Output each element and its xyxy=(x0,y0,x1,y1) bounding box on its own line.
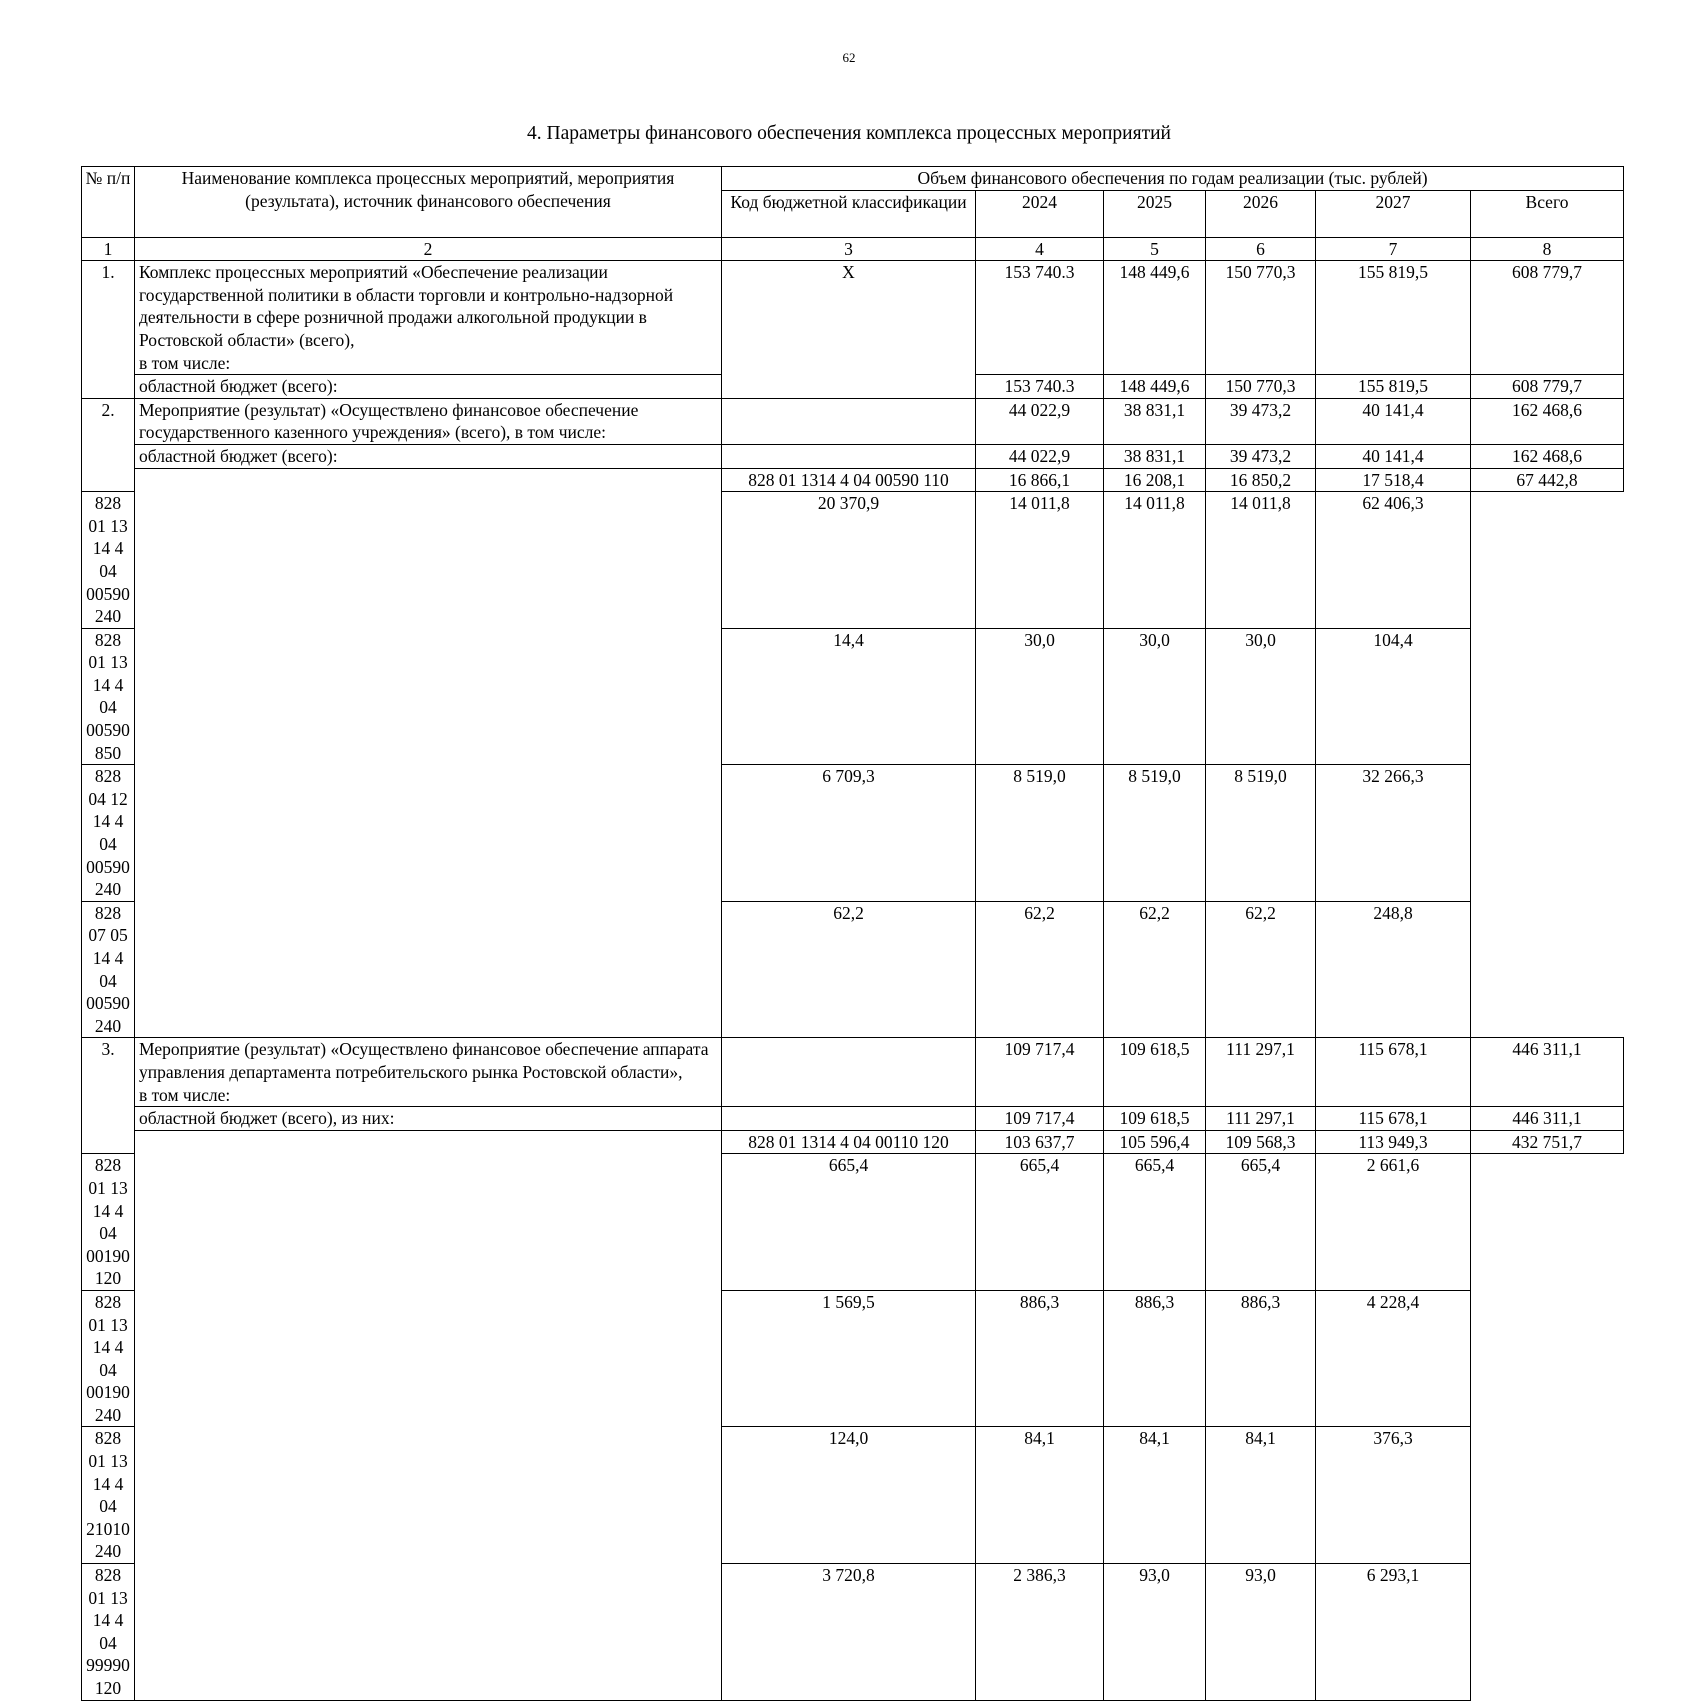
value-2027: 115 678,1 xyxy=(1316,1107,1471,1131)
budget-code: 828 01 13 14 4 04 99990 120 xyxy=(82,1564,135,1701)
value-2025: 84,1 xyxy=(976,1427,1104,1564)
budget-code: 828 01 13 14 4 04 00190 240 xyxy=(82,1290,135,1427)
value-total: 248,8 xyxy=(1316,901,1471,1038)
blank-name-cell xyxy=(135,468,722,1038)
value-2026: 111 297,1 xyxy=(1206,1038,1316,1107)
column-numbers-row xyxy=(82,237,1624,261)
value-2026: 62,2 xyxy=(1104,901,1206,1038)
value-2026: 150 770,3 xyxy=(1206,261,1316,375)
budget-source-label: областной бюджет (всего), из них: xyxy=(135,1107,722,1131)
budget-code: X xyxy=(722,261,976,399)
column-number: 1 xyxy=(82,237,135,261)
value-total: 432 751,7 xyxy=(1471,1130,1624,1154)
column-number: 6 xyxy=(1206,237,1316,261)
value-2027: 113 949,3 xyxy=(1316,1130,1471,1154)
budget-code xyxy=(722,398,976,444)
value-2024: 16 866,1 xyxy=(976,468,1104,492)
value-2024: 14,4 xyxy=(722,628,976,765)
budget-code xyxy=(722,444,976,468)
value-2024: 109 717,4 xyxy=(976,1038,1104,1107)
value-2026: 665,4 xyxy=(1104,1154,1206,1291)
value-2024: 1 569,5 xyxy=(722,1290,976,1427)
value-2027: 93,0 xyxy=(1206,1564,1316,1701)
value-2025: 30,0 xyxy=(976,628,1104,765)
value-2027: 8 519,0 xyxy=(1206,765,1316,902)
document-title: 4. Параметры финансового обеспечения комплекса процессных мероприятий xyxy=(527,123,1171,144)
section-row xyxy=(82,398,1624,444)
value-2027: 665,4 xyxy=(1206,1154,1316,1291)
value-2027: 886,3 xyxy=(1206,1290,1316,1427)
value-2024: 6 709,3 xyxy=(722,765,976,902)
value-total: 608 779,7 xyxy=(1471,375,1624,399)
value-2024: 109 717,4 xyxy=(976,1107,1104,1131)
header-col-no: № п/п xyxy=(82,167,135,238)
value-2026: 109 568,3 xyxy=(1206,1130,1316,1154)
value-2025: 109 618,5 xyxy=(1104,1107,1206,1131)
value-2024: 62,2 xyxy=(722,901,976,1038)
value-2026: 39 473,2 xyxy=(1206,444,1316,468)
budget-code: 828 07 05 14 4 04 00590 240 xyxy=(82,901,135,1038)
value-2026: 14 011,8 xyxy=(1104,492,1206,629)
value-2027: 155 819,5 xyxy=(1316,375,1471,399)
budget-code xyxy=(722,1107,976,1131)
value-2025: 2 386,3 xyxy=(976,1564,1104,1701)
value-total: 62 406,3 xyxy=(1316,492,1471,629)
regional-budget-row xyxy=(82,1107,1624,1131)
header-col-volume: Объем финансового обеспечения по годам реализации (тыс. рублей) xyxy=(722,167,1624,191)
value-2024: 44 022,9 xyxy=(976,444,1104,468)
value-total: 162 468,6 xyxy=(1471,444,1624,468)
budget-code: 828 01 1314 4 04 00590 110 xyxy=(722,468,976,492)
budget-code: 828 01 1314 4 04 00110 120 xyxy=(722,1130,976,1154)
value-total: 446 311,1 xyxy=(1471,1038,1624,1107)
budget-code: 828 01 13 14 4 04 00590 850 xyxy=(82,628,135,765)
value-2025: 38 831,1 xyxy=(1104,398,1206,444)
column-number: 3 xyxy=(722,237,976,261)
page-number: 62 xyxy=(842,50,856,65)
value-total: 2 661,6 xyxy=(1316,1154,1471,1291)
budget-code: 828 01 13 14 4 04 00590 240 xyxy=(82,492,135,629)
header-col-name: Наименование комплекса процессных мероприятий, мероприятия (результата), источник финансового обеспечения xyxy=(135,167,722,238)
value-2024: 153 740.3 xyxy=(976,375,1104,399)
value-total: 6 293,1 xyxy=(1316,1564,1471,1701)
value-2026: 84,1 xyxy=(1104,1427,1206,1564)
value-2027: 40 141,4 xyxy=(1316,398,1471,444)
value-2027: 115 678,1 xyxy=(1316,1038,1471,1107)
value-2025: 38 831,1 xyxy=(1104,444,1206,468)
value-2026: 150 770,3 xyxy=(1206,375,1316,399)
budget-code: 828 01 13 14 4 04 21010 240 xyxy=(82,1427,135,1564)
value-total: 162 468,6 xyxy=(1471,398,1624,444)
value-2025: 14 011,8 xyxy=(976,492,1104,629)
value-2025: 665,4 xyxy=(976,1154,1104,1291)
financing-table xyxy=(81,166,1624,1701)
value-2027: 62,2 xyxy=(1206,901,1316,1038)
value-2024: 3 720,8 xyxy=(722,1564,976,1701)
value-2025: 8 519,0 xyxy=(976,765,1104,902)
header-col-2024: 2024 xyxy=(976,190,1104,237)
value-2025: 16 208,1 xyxy=(1104,468,1206,492)
section-row xyxy=(82,1038,1624,1107)
regional-budget-row xyxy=(82,444,1624,468)
column-number: 4 xyxy=(976,237,1104,261)
value-total: 376,3 xyxy=(1316,1427,1471,1564)
value-2024: 124,0 xyxy=(722,1427,976,1564)
table-header-row xyxy=(82,167,1624,191)
header-col-2027: 2027 xyxy=(1316,190,1471,237)
value-2024: 153 740.3 xyxy=(976,261,1104,375)
value-total: 104,4 xyxy=(1316,628,1471,765)
value-2025: 886,3 xyxy=(976,1290,1104,1427)
value-2026: 93,0 xyxy=(1104,1564,1206,1701)
value-2025: 105 596,4 xyxy=(1104,1130,1206,1154)
header-col-2025: 2025 xyxy=(1104,190,1206,237)
column-number: 2 xyxy=(135,237,722,261)
value-total: 67 442,8 xyxy=(1471,468,1624,492)
header-col-code: Код бюджетной классификации xyxy=(722,190,976,237)
value-2025: 62,2 xyxy=(976,901,1104,1038)
budget-code: 828 04 12 14 4 04 00590 240 xyxy=(82,765,135,902)
blank-name-cell xyxy=(135,1130,722,1700)
value-2024: 665,4 xyxy=(722,1154,976,1291)
value-2026: 39 473,2 xyxy=(1206,398,1316,444)
value-2024: 20 370,9 xyxy=(722,492,976,629)
value-2027: 155 819,5 xyxy=(1316,261,1471,375)
column-number: 8 xyxy=(1471,237,1624,261)
section-name: Мероприятие (результат) «Осуществлено финансовое обеспечение аппарата управления департамента потребительского рынка Ростовской области», в том числе: xyxy=(135,1038,722,1107)
value-2027: 84,1 xyxy=(1206,1427,1316,1564)
column-number: 7 xyxy=(1316,237,1471,261)
budget-code-row xyxy=(82,1130,1624,1154)
value-2025: 148 449,6 xyxy=(1104,375,1206,399)
value-2024: 103 637,7 xyxy=(976,1130,1104,1154)
value-2026: 8 519,0 xyxy=(1104,765,1206,902)
value-2025: 109 618,5 xyxy=(1104,1038,1206,1107)
value-2026: 886,3 xyxy=(1104,1290,1206,1427)
value-2027: 30,0 xyxy=(1206,628,1316,765)
budget-code xyxy=(722,1038,976,1107)
value-total: 608 779,7 xyxy=(1471,261,1624,375)
value-2025: 148 449,6 xyxy=(1104,261,1206,375)
value-total: 32 266,3 xyxy=(1316,765,1471,902)
column-number: 5 xyxy=(1104,237,1206,261)
row-number: 3. xyxy=(82,1038,135,1154)
value-2026: 16 850,2 xyxy=(1206,468,1316,492)
value-2024: 44 022,9 xyxy=(976,398,1104,444)
row-number: 2. xyxy=(82,398,135,491)
section-row xyxy=(82,261,1624,375)
row-number: 1. xyxy=(82,261,135,399)
value-2027: 17 518,4 xyxy=(1316,468,1471,492)
budget-source-label: областной бюджет (всего): xyxy=(135,375,722,399)
header-col-2026: 2026 xyxy=(1206,190,1316,237)
section-name: Мероприятие (результат) «Осуществлено финансовое обеспечение государственного казенного учреждения» (всего), в том числе: xyxy=(135,398,722,444)
budget-source-label: областной бюджет (всего): xyxy=(135,444,722,468)
value-2026: 111 297,1 xyxy=(1206,1107,1316,1131)
header-col-total: Всего xyxy=(1471,190,1624,237)
value-2026: 30,0 xyxy=(1104,628,1206,765)
budget-code-row xyxy=(82,468,1624,492)
value-total: 4 228,4 xyxy=(1316,1290,1471,1427)
value-2027: 14 011,8 xyxy=(1206,492,1316,629)
value-total: 446 311,1 xyxy=(1471,1107,1624,1131)
budget-code: 828 01 13 14 4 04 00190 120 xyxy=(82,1154,135,1291)
section-name: Комплекс процессных мероприятий «Обеспечение реализации государственной политики в области торговли и контрольно-надзорной деятельности в сфере розничной продажи алкогольной продукции в Ростовской области» (всего), в том числе: xyxy=(135,261,722,375)
value-2027: 40 141,4 xyxy=(1316,444,1471,468)
